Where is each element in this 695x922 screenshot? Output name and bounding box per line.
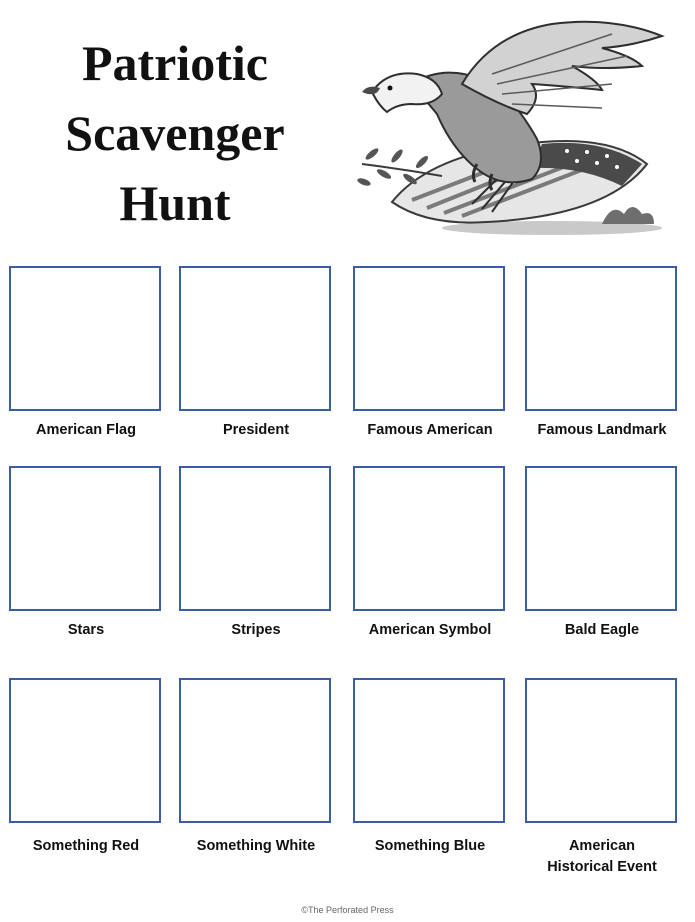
eagle-illustration: [352, 14, 672, 240]
photo-box[interactable]: [525, 266, 677, 411]
title-line-3: Hunt: [119, 175, 231, 231]
item-label: American Historical Event: [547, 838, 657, 875]
item-label: Something Red: [32, 838, 140, 854]
photo-box[interactable]: [179, 466, 331, 611]
photo-box[interactable]: [9, 678, 161, 823]
title-line-1: Patriotic: [81, 35, 268, 91]
photo-box[interactable]: [353, 678, 505, 823]
item-label: Famous American: [367, 422, 493, 438]
photo-box[interactable]: [525, 678, 677, 823]
title-line-2: Scavenger: [65, 105, 285, 161]
item-label: American Flag: [36, 422, 136, 438]
item-label: Something Blue: [374, 838, 486, 854]
photo-box[interactable]: [525, 466, 677, 611]
photo-box[interactable]: [9, 466, 161, 611]
item-label: President: [222, 422, 290, 438]
photo-box[interactable]: [179, 266, 331, 411]
page-title: [40, 28, 310, 238]
copyright-footer: ©The Perforated Press: [301, 905, 394, 915]
item-label: Stars: [67, 622, 105, 638]
photo-box[interactable]: [353, 266, 505, 411]
item-label: Stripes: [231, 622, 281, 638]
photo-box[interactable]: [353, 466, 505, 611]
item-label: Bald Eagle: [564, 622, 640, 638]
photo-box[interactable]: [179, 678, 331, 823]
eagle-eye: [388, 86, 393, 91]
foliage-right: [602, 207, 654, 224]
item-label: Famous Landmark: [537, 422, 667, 438]
photo-box[interactable]: [9, 266, 161, 411]
eagle-wing: [462, 22, 662, 114]
item-label: Something White: [196, 838, 316, 854]
item-label: American Symbol: [368, 622, 492, 638]
